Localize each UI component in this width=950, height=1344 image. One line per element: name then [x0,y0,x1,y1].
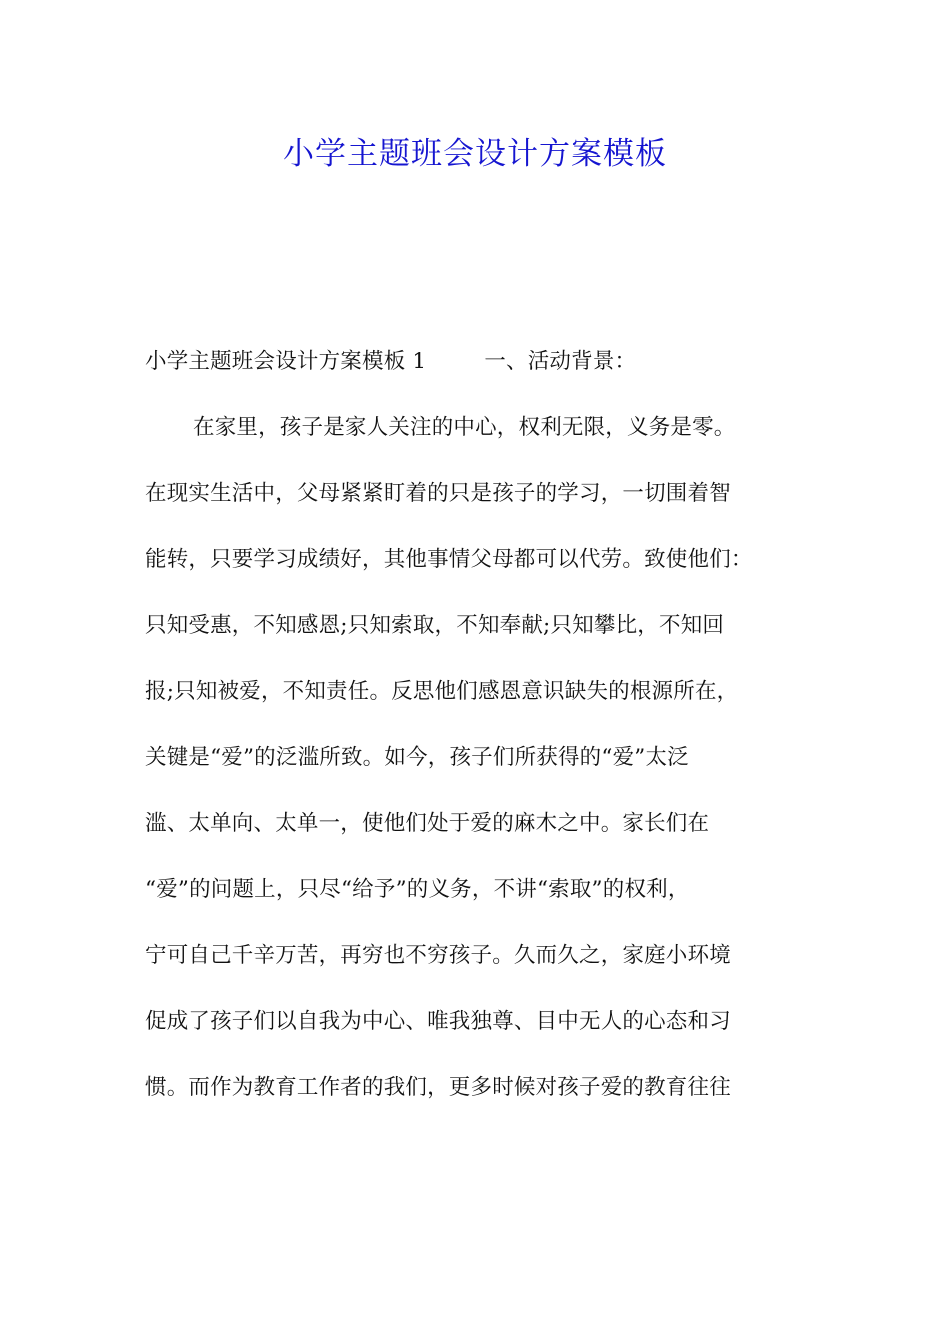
intro-heading: 小学主题班会设计方案模板 1 [145,349,427,374]
section-heading: 一、活动背景： [484,349,637,374]
paragraph-line: 报;只知被爱，不知责任。反思他们感恩意识缺失的根源所在， [145,679,739,704]
paragraph-line: 滥、太单向、太单一，使他们处于爱的麻木之中。家长们在 [145,811,710,836]
paragraph-line: 促成了孩子们以自我为中心、唯我独尊、目中无人的心态和习 [145,1009,731,1034]
paragraph-line: 能转，只要学习成绩好，其他事情父母都可以代劳。致使他们： [145,547,753,572]
paragraph-line: 关键是“爱”的泛滥所致。如今，孩子们所获得的“爱”太泛 [145,745,689,770]
paragraph-line: 在家里，孩子是家人关注的中心，权利无限，义务是零。 [193,415,736,440]
document-body [145,340,815,1132]
paragraph-line: 只知受惠，不知感恩;只知索取，不知奉献;只知攀比，不知回 [145,613,725,638]
paragraph-line: 宁可自己千辛万苦，再穷也不穷孩子。久而久之，家庭小环境 [145,943,731,968]
paragraph-line: “爱”的问题上，只尽“给予”的义务，不讲“索取”的权利， [145,877,690,902]
intro-line [145,340,815,406]
document-title: 小学主题班会设计方案模板 [283,136,667,172]
paragraph-line: 惯。而作为教育工作者的我们，更多时候对孩子爱的教育往往 [145,1075,731,1100]
paragraph-line: 在现实生活中，父母紧紧盯着的只是孩子的学习，一切围着智 [145,481,731,506]
